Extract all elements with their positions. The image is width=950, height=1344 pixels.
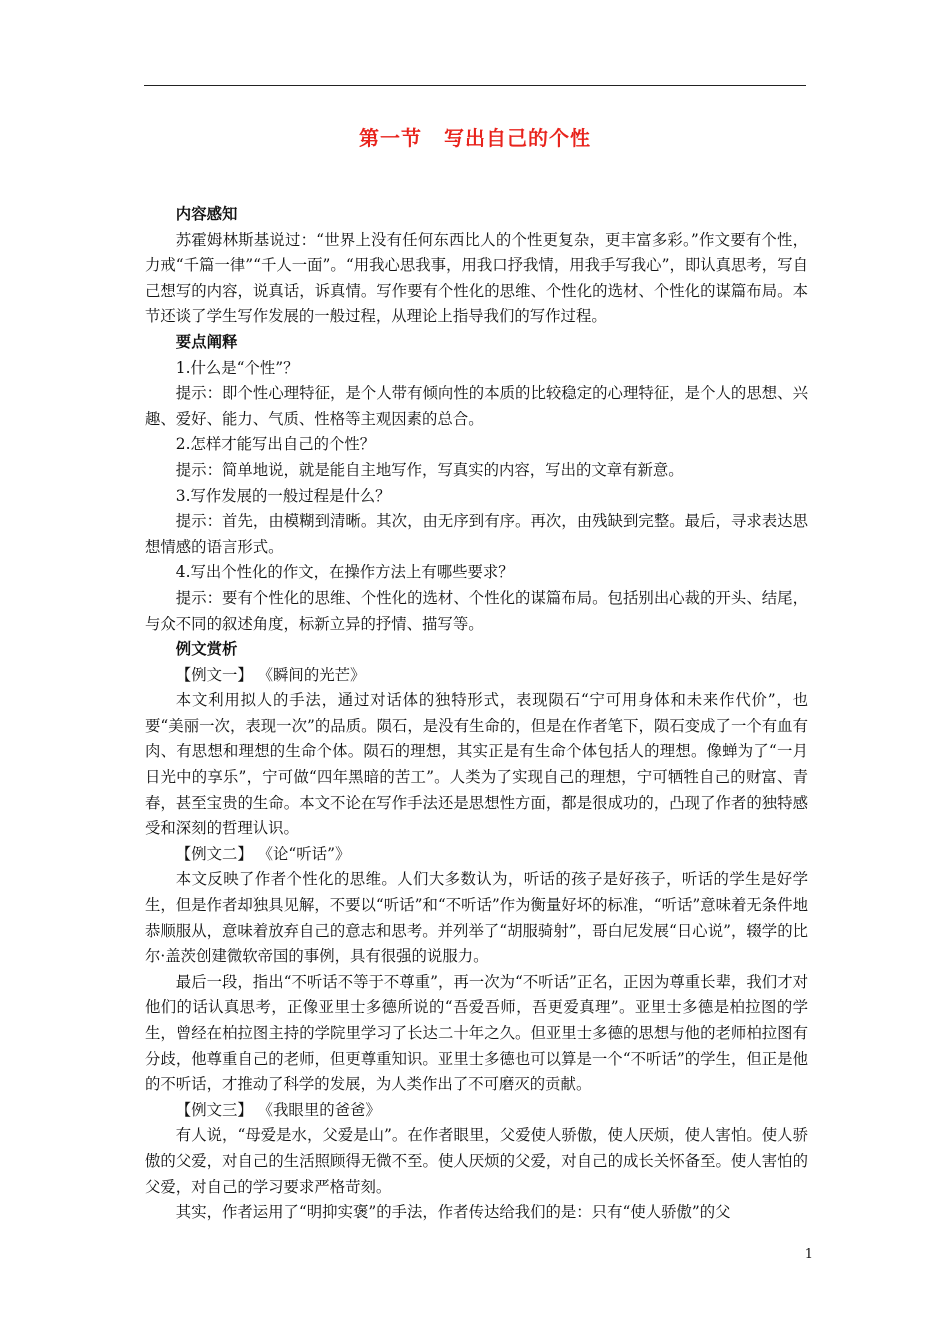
heading-keypoints: 要点阐释 <box>175 332 238 351</box>
heading-examples: 例文赏析 <box>175 640 238 659</box>
page-title <box>0 122 950 151</box>
page-number: 1 <box>804 1247 813 1262</box>
example-2-paragraph-1: 本文反映了作者个性化的思维。人们大多数认为，听话的孩子是好孩子，听话的学生是好学生，但是作者却独具见解，不要以“听话”和“不听话”作为衡量好坏的标准，“听话”意味着无条件地恭顺服从，意味着放弃自己的意志和思考。并列举了“胡服骑射”，哥白尼发展“日心说”，辍学的比尔·盖茨创建微软帝国的事例，具有很强的说服力。 <box>145 870 808 966</box>
heading-perception: 内容感知 <box>175 205 238 223</box>
example-2-label: 【例文二】 《论“听话”》 <box>175 844 351 863</box>
keypoint-answer-1: 提示：即个性心理特征，是个人带有倾向性的本质的比较稳定的心理特征，是个人的思想、兴趣、爱好、能力、气质、性格等主观因素的总合。 <box>145 384 808 428</box>
keypoint-answer-3: 提示：首先，由模糊到清晰。其次，由无序到有序。再次，由残缺到完整。最后，寻求表达思想情感的语言形式。 <box>145 512 808 556</box>
example-2-paragraph-2: 最后一段，指出“不听话不等于不尊重”，再一次为“不听话”正名，正因为尊重长辈，我们才对他们的话认真思考，正像亚里士多德所说的“吾爱吾师，吾更爱真理”。亚里士多德是柏拉图的学生，曾经在柏拉图主持的学院里学习了长达二十年之久。但亚里士多德的思想与他的老师柏拉图有分歧，他尊重自己的老师，但更尊重知识。亚里士多德也可以算是一个“不听话”的学生，但正是他的不听话，才推动了科学的发展，为人类作出了不可磨灭的贡献。 <box>145 972 808 1094</box>
example-1-paragraph: 本文利用拟人的手法，通过对话体的独特形式，表现陨石“宁可用身体和未来作代价”，也要“美丽一次，表现一次”的品质。陨石，是没有生命的，但是在作者笔下，陨石变成了一个有血有肉、有思想和理想的生命个体。陨石的理想，其实正是有生命个体包括人的理想。像蝉为了“一月日光中的享乐”，宁可做“四年黑暗的苦工”。人类为了实现自己的理想，宁可牺牲自己的财富、青春，甚至宝贵的生命。本文不论在写作手法还是思想性方面，都是很成功的，凸现了作者的独特感受和深刻的哲理认识。 <box>145 691 808 838</box>
keypoint-question-3: 3.写作发展的一般过程是什么？ <box>175 486 391 505</box>
keypoint-answer-2: 提示：简单地说，就是能自主地写作，写真实的内容，写出的文章有新意。 <box>175 460 684 479</box>
example-3-label: 【例文三】 《我眼里的爸爸》 <box>175 1100 381 1119</box>
header-rule <box>144 85 806 86</box>
keypoint-question-2: 2.怎样才能写出自己的个性？ <box>175 435 376 454</box>
example-3-paragraph-1: 有人说，“母爱是水，父爱是山”。在作者眼里，父爱使人骄傲，使人厌烦，使人害怕。使人骄傲的父爱，对自己的生活照顾得无微不至。使人厌烦的父爱，对自己的成长关怀备至。使人害怕的父爱，对自己的学习要求严格苛刻。 <box>145 1126 808 1196</box>
example-3-paragraph-2: 其实，作者运用了“明抑实褒”的手法，作者传达给我们的是：只有“使人骄傲”的父 <box>175 1203 731 1222</box>
keypoint-answer-4: 提示：要有个性化的思维、个性化的选材、个性化的谋篇布局。包括别出心裁的开头、结尾，与众不同的叙述角度，标新立异的抒情、描写等。 <box>145 588 808 633</box>
title-section-number: 第一节 <box>359 126 422 150</box>
example-1-label: 【例文一】 《瞬间的光芒》 <box>175 665 366 684</box>
title-text: 写出自己的个性 <box>444 126 591 150</box>
document-body <box>145 202 808 1226</box>
keypoint-question-1: 1.什么是“个性”？ <box>175 358 299 377</box>
perception-paragraph: 苏霍姆林斯基说过：“世界上没有任何东西比人的个性更复杂，更丰富多彩。”作文要有个性，力戒“千篇一律”“千人一面”。“用我心思我事，用我口抒我情，用我手写我心”，即认真思考，写自己想写的内容，说真话，诉真情。写作要有个性化的思维、个性化的选材、个性化的谋篇布局。本节还谈了学生写作发展的一般过程，从理论上指导我们的写作过程。 <box>145 230 808 326</box>
keypoint-question-4: 4.写出个性化的作文，在操作方法上有哪些要求？ <box>175 563 514 582</box>
